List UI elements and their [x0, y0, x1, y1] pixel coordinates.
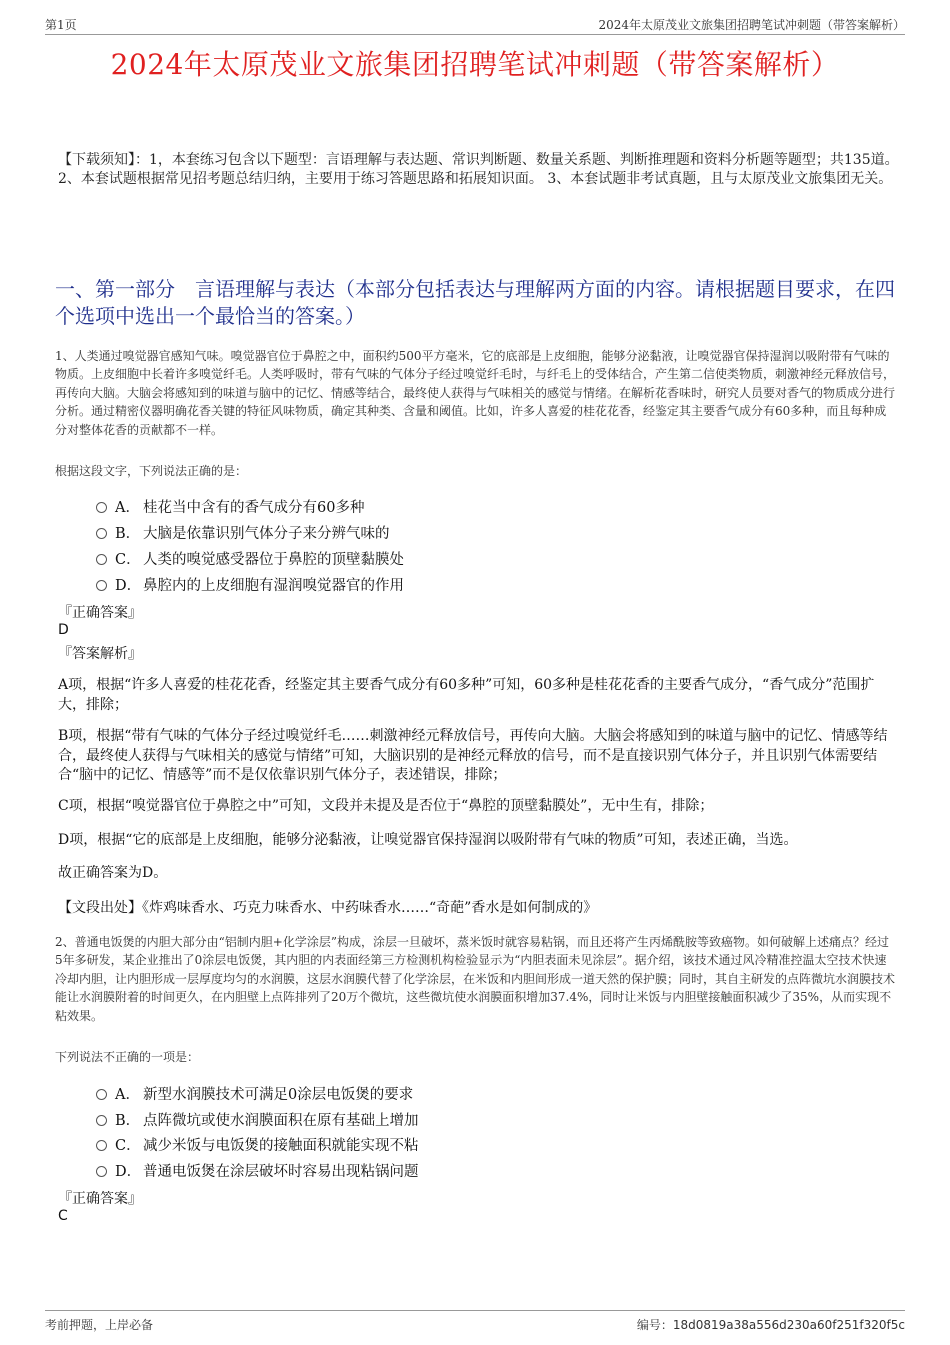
analysis-option-b: B项，根据“带有气味的气体分子经过嗅觉纤毛……刺激神经元释放信号，再传向大脑。大脑会将感知到的味道与脑中的记忆、情感等结合，最终使人获得与气味相关的感觉与情绪”可知，大脑识别的是神经元释放的信号，而不是直接识别气体分子，并且识别气体需要结合“脑中的记忆、情感等”而不是仅依靠识别气体分子，表述错误，排除； [58, 728, 888, 783]
radio-icon[interactable] [96, 580, 107, 591]
footer-code: 编号：18d0819a38a556d230a60f251f320f5c [636, 1318, 905, 1332]
radio-icon[interactable] [96, 1140, 107, 1151]
radio-icon[interactable] [96, 502, 107, 513]
question-1-option-c[interactable]: C． 人类的嗅觉感受器位于鼻腔的顶壁黏膜处 [96, 548, 404, 568]
analysis-option-d: D项，根据“它的底部是上皮细胞，能够分泌黏液，让嗅觉器官保持湿润以吸附带有气味的物质”可知，表述正确，当选。 [58, 832, 798, 848]
document-title: 2024年太原茂业文旅集团招聘笔试冲刺题（带答案解析） [110, 48, 840, 81]
question-2-option-b[interactable]: B． 点阵微坑或使水润膜面积在原有基础上增加 [96, 1109, 419, 1129]
question-2-option-c[interactable]: C． 减少米饭与电饭煲的接触面积就能实现不粘 [96, 1134, 419, 1154]
question-2-answer-label: 『正确答案』 [58, 1191, 142, 1207]
radio-icon[interactable] [96, 528, 107, 539]
section-title: 一、第一部分 言语理解与表达（本部分包括表达与理解两方面的内容。请根据题目要求，在四个选项中选出一个最恰当的答案。） [55, 277, 895, 328]
question-1-option-b[interactable]: B． 大脑是依靠识别气体分子来分辨气味的 [96, 522, 390, 542]
question-1-text: 1、人类通过嗅觉器官感知气味。嗅觉器官位于鼻腔之中，面积约500平方毫米，它的底部是上皮细胞，能够分泌黏液，让嗅觉器官保持湿润以吸附带有气味的物质。上皮细胞中长着许多嗅觉纤毛。人类呼吸时，带有气味的气体分子经过嗅觉纤毛时，与纤毛上的受体结合，产生第二信使类物质，刺激神经元释放信号，再传向大脑。大脑会将感知到的味道与脑中的记忆、情感等结合，最终使人获得与气味相关的感觉与情绪。在解析花香味时，研究人员要对香气的物质成分进行分析。通过精密仪器明确花香关键的特征风味物质，确定其种类、含量和阈值。比如，许多人喜爱的桂花花香，经鉴定其主要香气成分有60多种，而且每种成分对整体花香的贡献都不一样。 [55, 349, 896, 437]
download-notice: 【下载须知】：1，本套练习包含以下题型：言语理解与表达题、常识判断题、数量关系题、判断推理题和资料分析题等题型；共135道。 2、本套试题根据常见招考题总结归纳，主要用于练习答题思路和拓展知识面。 3、本套试题非考试真题，且与太原茂业文旅集团无关。 [58, 152, 899, 187]
radio-icon[interactable] [96, 1166, 107, 1177]
question-2-option-a[interactable]: A． 新型水润膜技术可满足0涂层电饭煲的要求 [96, 1083, 413, 1103]
question-1-option-d[interactable]: D． 鼻腔内的上皮细胞有湿润嗅觉器官的作用 [96, 574, 404, 594]
question-2-option-d[interactable]: D． 普通电饭煲在涂层破坏时容易出现粘锅问题 [96, 1160, 419, 1180]
header-doc-title: 2024年太原茂业文旅集团招聘笔试冲刺题（带答案解析） [598, 18, 905, 32]
question-1-answer-label: 『正确答案』 [58, 605, 142, 621]
question-2-text: 2、普通电饭煲的内胆大部分由“铝制内胆+化学涂层”构成，涂层一旦破坏，蒸米饭时就容易粘锅，而且还将产生丙烯酰胺等致癌物。如何破解上述痛点？经过5年多研发，某企业推出了0涂层电饭煲，其内胆的内表面经第三方检测机构检验显示为“内胆表面未见涂层”。据介绍，该技术通过风冷精准控温太空技术快速冷却内胆，让内胆形成一层厚度均匀的水润膜，这层水润膜代替了化学涂层，在米饭和内胆间形成一道天然的保护膜；同时，其自主研发的点阵微坑水润膜技术能让水润膜附着的时间更久，在内胆壁上点阵排列了20万个微坑，这些微坑使水润膜面积增加37.4%，同时让米饭与内胆壁接触面积减少了35%，从而实现不粘效果。 [55, 935, 896, 1023]
question-1-prompt: 根据这段文字，下列说法正确的是： [55, 464, 248, 478]
page-number: 第1页 [45, 18, 77, 32]
footer-slogan: 考前押题，上岸必备 [45, 1318, 154, 1332]
radio-icon[interactable] [96, 1115, 107, 1126]
analysis-source: 【文段出处】《炸鸡味香水、巧克力味香水、中药味香水……“奇葩”香水是如何制成的》 [58, 900, 598, 916]
question-1-answer: D [58, 622, 69, 638]
analysis-option-c: C项，根据“嗅觉器官位于鼻腔之中”可知，文段并未提及是否位于“鼻腔的顶壁黏膜处”，无中生有，排除； [58, 798, 714, 814]
question-2-prompt: 下列说法不正确的一项是： [55, 1050, 200, 1064]
analysis-conclusion: 故正确答案为D。 [58, 865, 168, 881]
question-1-analysis-label: 『答案解析』 [58, 646, 142, 662]
page-header [45, 14, 905, 35]
radio-icon[interactable] [96, 1089, 107, 1100]
question-2-answer: C [58, 1208, 68, 1224]
analysis-option-a: A项，根据“许多人喜爱的桂花花香，经鉴定其主要香气成分有60多种”可知，60多种是桂花花香的主要香气成分，“香气成分”范围扩大，排除； [58, 677, 875, 713]
radio-icon[interactable] [96, 554, 107, 565]
question-1-option-a[interactable]: A． 桂花当中含有的香气成分有60多种 [96, 496, 364, 516]
page-footer [45, 1310, 905, 1337]
